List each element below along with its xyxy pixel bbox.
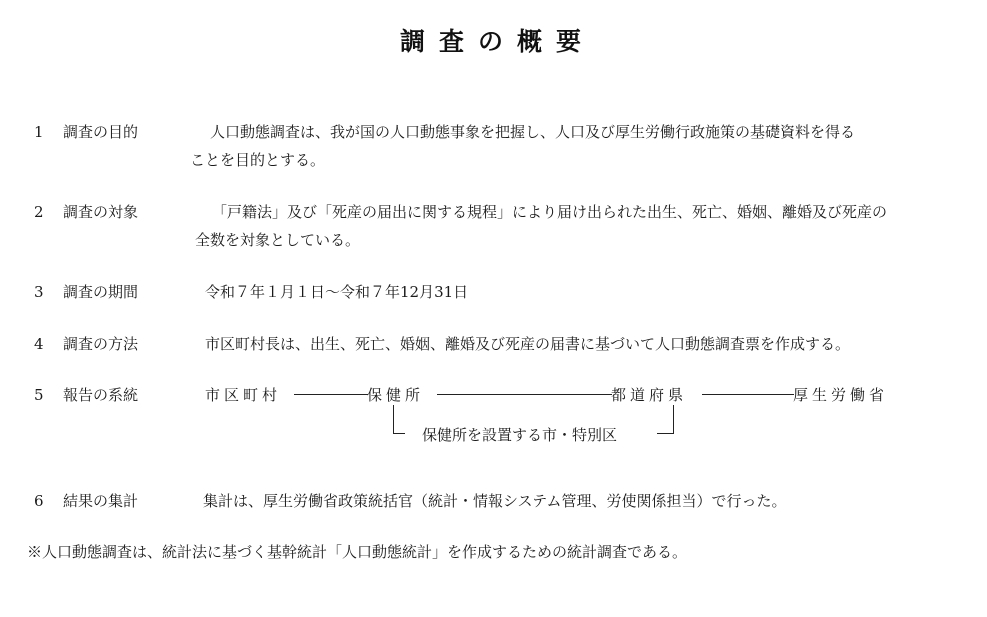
flow-branch-right-vertical: [673, 405, 674, 434]
section-number: 2: [34, 203, 44, 221]
flow-connector: [437, 394, 612, 395]
flow-node-ministry: 厚生労働省: [793, 386, 889, 404]
section-label: 調査の目的: [63, 123, 139, 141]
section-number: 1: [34, 123, 44, 141]
section-label: 報告の系統: [63, 386, 139, 404]
flow-connector: [294, 394, 368, 395]
section-label: 調査の期間: [63, 283, 139, 301]
section-number: 6: [34, 492, 44, 510]
section-number: 4: [34, 335, 44, 353]
section-number: 5: [34, 386, 44, 404]
flow-node-municipality: 市区町村: [205, 386, 282, 404]
section-text-line: 集計は、厚生労働省政策統括官（統計・情報システム管理、労使関係担当）で行った。: [203, 492, 787, 510]
section-label: 結果の集計: [63, 492, 139, 510]
section-text-line: 「戸籍法」及び「死産の届出に関する規程」により届け出られた出生、死亡、婚姻、離婚及び死産の: [212, 203, 888, 221]
section-text-line: 人口動態調査は、我が国の人口動態事象を把握し、人口及び厚生労働行政施策の基礎資料を得る: [210, 123, 856, 141]
flow-node-health-center: 保健所: [367, 386, 425, 404]
flow-branch-left-vertical: [393, 405, 394, 433]
flow-branch-node: 保健所を設置する市・特別区: [422, 426, 618, 444]
flow-branch-left-horizontal: [393, 433, 405, 434]
section-text-line: ことを目的とする。: [190, 151, 326, 169]
flow-branch-right-horizontal: [657, 433, 673, 434]
footnote: ※人口動態調査は、統計法に基づく基幹統計「人口動態統計」を作成するための統計調査である。: [27, 543, 688, 561]
section-text-line: 令和７年１月１日～令和７年12月31日: [205, 283, 469, 301]
section-number: 3: [34, 283, 44, 301]
page-title: 調査の概要: [399, 27, 595, 56]
section-label: 調査の対象: [63, 203, 139, 221]
flow-connector: [702, 394, 794, 395]
section-text-line: 市区町村長は、出生、死亡、婚姻、離婚及び死産の届書に基づいて人口動態調査票を作成する。: [205, 335, 851, 353]
section-label: 調査の方法: [63, 335, 139, 353]
flow-node-prefecture: 都道府県: [611, 386, 688, 404]
section-text-line: 全数を対象としている。: [195, 231, 361, 249]
